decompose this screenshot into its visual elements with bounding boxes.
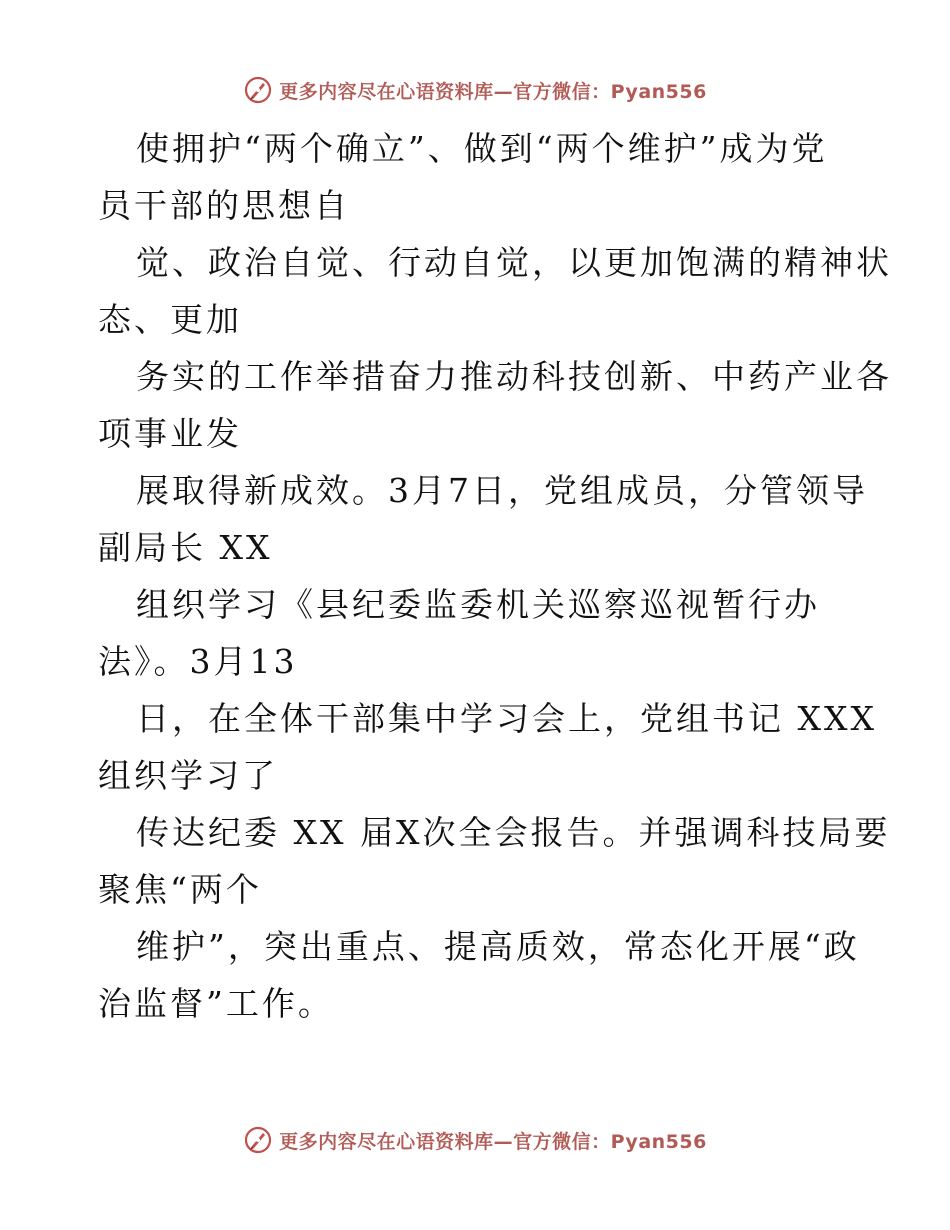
text-line: 传达纪委 XX 届X次全会报告。并强调科技局要	[136, 813, 891, 852]
text-line: 使拥护“两个确立”、做到“两个维护”成为党	[136, 129, 828, 168]
quill-pen-logo-icon	[243, 75, 273, 105]
footer-banner	[0, 1120, 950, 1160]
text-line: 态、更加	[98, 300, 242, 339]
quill-pen-logo-icon	[243, 1125, 273, 1155]
text-line: 展取得新成效。3月7日，党组成员，分管领导	[136, 471, 868, 510]
document-body	[98, 120, 892, 1032]
text-line: 组织学习了	[98, 756, 278, 795]
text-line: 聚焦“两个	[98, 870, 262, 909]
header-banner	[0, 70, 950, 110]
footer-banner-text: 更多内容尽在心语资料库—官方微信：Pyan556	[279, 1130, 707, 1153]
text-line: 觉、政治自觉、行动自觉，以更加饱满的精神状	[136, 243, 892, 282]
text-line: 副局长 XX	[98, 528, 273, 567]
text-line: 务实的工作举措奋力推动科技创新、中药产业各	[136, 357, 892, 396]
header-banner-text: 更多内容尽在心语资料库—官方微信：Pyan556	[279, 80, 707, 103]
text-line: 日，在全体干部集中学习会上，党组书记 XXX	[136, 699, 877, 738]
text-line: 维护”，突出重点、提高质效，常态化开展“政	[136, 927, 860, 966]
text-line: 组织学习《县纪委监委机关巡察巡视暂行办	[136, 585, 820, 624]
text-line: 治监督”工作。	[98, 984, 334, 1023]
text-line: 法》。3月13	[98, 642, 298, 681]
text-line: 员干部的思想自	[98, 186, 350, 225]
text-line: 项事业发	[98, 414, 242, 453]
